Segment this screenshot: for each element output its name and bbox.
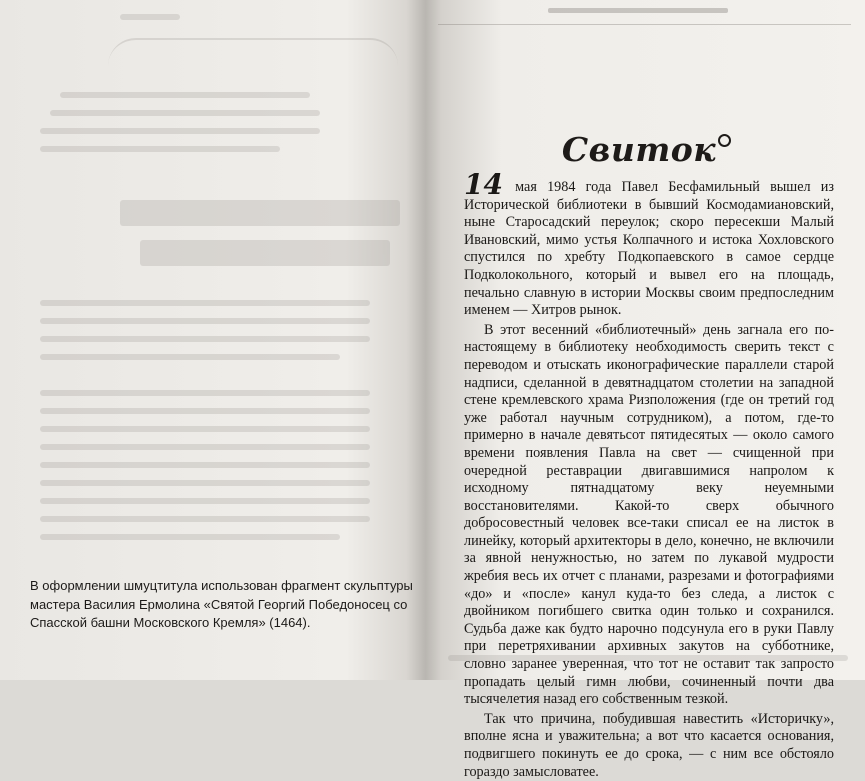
ghost-line (40, 128, 320, 134)
chapter-body (464, 168, 834, 781)
paragraph-2: В этот весенний «библиотечный» день загнала его по-настоящему в библиотеку необходимость сверить текст с переводом и отыскать иконографические параллели старой надписи, сделанной в девятнадцатом столетии на западной стене кремлевского храма Ризположения (где он третий год уже работал научным сотрудником), а потом, где-то примерно в начале девятьсот пятидесятых — около самого времени появления Павла на свет — счищенной при очередной реставрации двигавшимися напролом к исходному пятнадцатому веку неуемными восстановителями. Какой-то сверх обычного добросовестный человек все-таки списал ее на листок в линейку, который архитекторы в дело, конечно, не включили за явной ненужностью, но затем по лукавой мудрости жребия весь их отчет с планами, разрезами и фотографиями «до» и «после» канул куда-то без следа, а листок с двойником погибшего свитка один только и сохранился. Судьба даже как будто нарочно подсунула его в руки Павлу при перетряхивании архивных закутов на субботнике, словно заранее уверенная, что тот не оставит так запросто пропадать целый гимн любви, сочиненный почти два тысячелетия назад его собственным тезкой. (464, 321, 834, 708)
ghost-line (40, 408, 370, 414)
running-head-ghost (428, 0, 865, 30)
ghost-line (120, 200, 400, 226)
ghost-line (40, 480, 370, 486)
ghost-line (40, 444, 370, 450)
chapter-title (428, 130, 865, 169)
paragraph-1-text: мая 1984 года Павел Бесфамильный вышел из Исторической библиотеки в бывший Космодамиановский, ныне Старосадский переулок; скоро пересекши Малый Ивановский, мимо устья Колпачного и истока Хохловского спустился по хребту Подкопаевского в самое сердце Подколокольного, который и вывел его на площадь, печально славную в истории Москвы своим предпоследним именем — Хитров рынок. (464, 179, 834, 319)
ghost-line (40, 336, 370, 342)
ghost-line (40, 300, 370, 306)
ghost-line (40, 390, 370, 396)
left-page (0, 0, 425, 680)
ghost-line (40, 318, 370, 324)
paragraph-1 (464, 168, 834, 320)
ghost-line (40, 462, 370, 468)
ghost-line (40, 534, 340, 540)
ghost-line (60, 92, 310, 98)
ghost-line (40, 516, 370, 522)
running-head-rule (438, 24, 851, 25)
ghost-line (140, 240, 390, 266)
right-page (428, 0, 865, 780)
ghost-line (40, 426, 370, 432)
ghost-line (40, 498, 370, 504)
ghost-line (50, 110, 320, 116)
drop-number: 14 (464, 168, 503, 201)
bottom-show-through-ghost (448, 655, 848, 661)
title-swash-ornament (718, 134, 731, 147)
ghost-line (40, 354, 340, 360)
paragraph-3: Так что причина, побудившая навестить «Историчку», вполне ясна и уважительна; а вот что касается основания, подвигшего покинуть ее до срока, — с ним все обстояло гораздо замысловатее. (464, 710, 834, 780)
show-through-ghost (0, 0, 425, 560)
running-head-text-ghost (548, 8, 728, 13)
illustration-caption: В оформлении шмуцтитула использован фрагмент скульптуры мастера Василия Ермолина «Святой Георгий Победоносец со Спасской башни Московского Кремля» (1464). (30, 578, 413, 630)
ghost-line (120, 14, 180, 20)
chapter-title-text: Свиток (561, 130, 717, 169)
ghost-line (40, 146, 280, 152)
ornament-frame (108, 38, 398, 66)
